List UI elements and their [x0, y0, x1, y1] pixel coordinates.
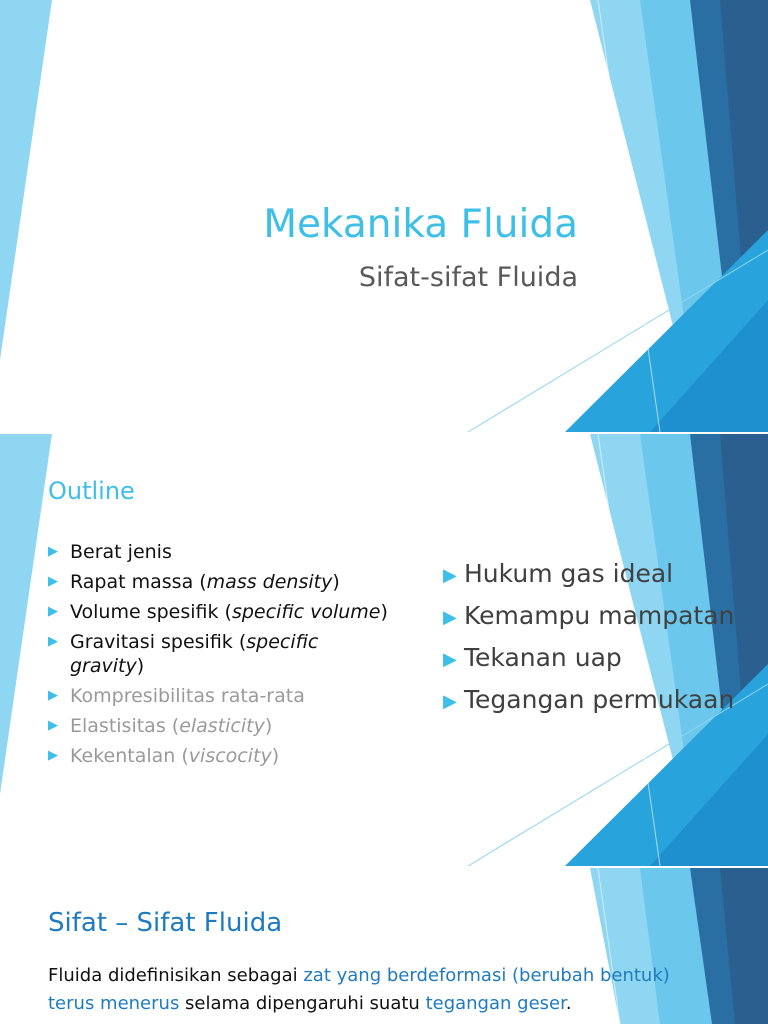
list-item: ▶ Tekanan uap — [443, 643, 734, 673]
section-heading: Sifat – Sifat Fluida — [48, 908, 283, 938]
list-item: ▶ Hukum gas ideal — [443, 559, 734, 589]
triangle-right-icon: ▶ — [48, 574, 58, 589]
slide-title-text: Mekanika Fluida — [263, 202, 578, 247]
triangle-right-icon: ▶ — [48, 688, 58, 703]
triangle-right-icon: ▶ — [443, 607, 457, 628]
triangle-right-icon: ▶ — [48, 544, 58, 559]
triangle-right-icon: ▶ — [48, 604, 58, 619]
triangle-right-icon: ▶ — [48, 634, 58, 649]
triangle-right-icon: ▶ — [443, 565, 457, 586]
list-item: ▶ Elastisitas (elasticity) — [48, 715, 273, 737]
list-item: ▶ Kompresibilitas rata-rata — [48, 685, 305, 707]
triangle-right-icon: ▶ — [443, 691, 457, 712]
list-item: ▶ Volume spesifik (specific volume) — [48, 601, 388, 623]
slide-properties — [0, 868, 768, 1024]
list-item: ▶ Berat jenis — [48, 541, 172, 563]
left-accent-shape — [0, 0, 52, 360]
list-item: ▶ Kekentalan (viscocity) — [48, 745, 280, 767]
slide-outline — [0, 434, 768, 866]
definition-paragraph: Fluida didefinisikan sebagai zat yang berdeformasi (berubah bentuk) terus menerus selama dipengaruhi suatu tegangan geser. — [48, 965, 670, 1014]
slide-subtitle-text: Sifat-sifat Fluida — [358, 262, 578, 293]
outline-list-left — [48, 540, 408, 774]
outline-list-right — [443, 559, 734, 727]
outline-heading: Outline — [48, 477, 135, 505]
triangle-right-icon: ▶ — [48, 718, 58, 733]
left-accent-shape — [0, 434, 52, 794]
list-item: ▶ Kemampu mampatan — [443, 601, 734, 631]
slide-title — [0, 0, 768, 432]
triangle-right-icon: ▶ — [443, 649, 457, 670]
list-item: ▶ Gravitasi spesifik (specific gravity) — [48, 631, 319, 677]
list-item: ▶ Tegangan permukaan — [443, 685, 734, 715]
triangle-right-icon: ▶ — [48, 748, 58, 763]
list-item: ▶ Rapat massa (mass density) — [48, 571, 340, 593]
